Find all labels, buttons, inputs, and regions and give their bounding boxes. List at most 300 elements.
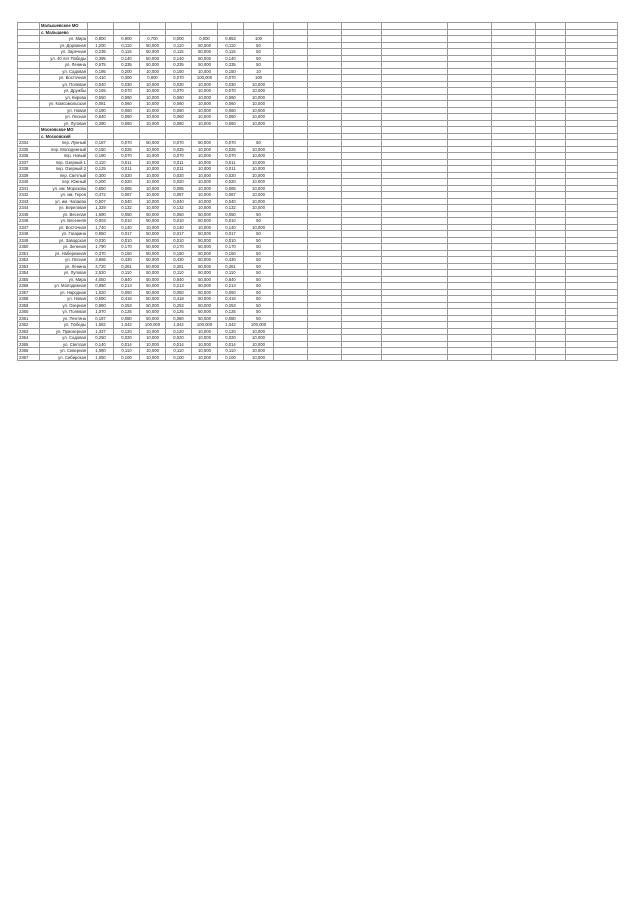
street-name-cell: ул. им. Чапаева [40,198,88,205]
value-cell-2: 0,060 [114,101,140,108]
street-name-cell: ул. Садовая [40,335,88,342]
value-cell-2: 0,125 [114,309,140,316]
value-cell-4: 0,000 [166,36,192,43]
value-cell-6: 0,030 [218,81,244,88]
value-cell-1: 0,030 [88,237,114,244]
value-cell-7: 50 [244,42,274,49]
value-cell-3: 10,000 [140,107,166,114]
value-cell-5: 50,000 [192,263,218,270]
value-cell-5: 10,000 [192,179,218,186]
street-name-cell: ул. Заводская [40,237,88,244]
row-number-cell: 2363 [18,328,40,335]
value-cell-5: 10,000 [192,198,218,205]
value-cell-6: 0,011 [218,159,244,166]
value-cell-1: 0,187 [88,315,114,322]
street-name-cell: ул. Полевая [40,81,88,88]
value-cell-3: 50,000 [140,237,166,244]
value-cell-7: 10,000 [244,192,274,199]
value-cell-1: 0,650 [88,185,114,192]
value-cell-2: 0,418 [114,296,140,303]
value-cell-6: 0,100 [218,354,244,361]
value-cell-7: 50 [244,257,274,264]
value-cell-5: 10,000 [192,159,218,166]
street-name-cell: ул. Восточная [40,224,88,231]
value-cell-6: 0,253 [218,302,244,309]
value-cell-3: 10,000 [140,146,166,153]
street-name-cell: ул. Луговая [40,120,88,127]
value-cell-1: 0,150 [88,146,114,153]
row-number-cell: 2342 [18,192,40,199]
value-cell-3: 50,000 [140,315,166,322]
value-cell-7: 10,000 [244,179,274,186]
value-cell-2: 0,070 [114,153,140,160]
value-cell-6: 0,430 [218,257,244,264]
value-cell-2: 0,100 [114,354,140,361]
value-cell-3: 10,000 [140,166,166,173]
value-cell-2: 0,010 [114,237,140,244]
street-name-cell: ул. Гагарина [40,231,88,238]
value-cell-4: 0,150 [166,250,192,257]
value-cell-7: 50 [244,250,274,257]
street-name-cell: ул. Зеленая [40,244,88,251]
empty-cell [566,354,618,361]
value-cell-2: 0,014 [114,341,140,348]
value-cell-4: 0,060 [166,114,192,121]
value-cell-7: 50 [244,244,274,251]
value-cell-7: 10,000 [244,205,274,212]
value-cell-1: 0,880 [88,302,114,309]
value-cell-2: 0,060 [114,120,140,127]
street-name-cell: ул. Молодежная [40,283,88,290]
value-cell-4: 0,070 [166,75,192,82]
value-cell-5: 50,000 [192,302,218,309]
street-name-cell: ул. Восточная [40,75,88,82]
table-row [18,354,618,361]
street-name-cell: ул. Победы [40,322,88,329]
street-name-cell: ул. Луговая [40,270,88,277]
value-cell-7: 10,000 [244,101,274,108]
value-cell-5: 10,000 [192,354,218,361]
street-name-cell: ул. Пентяна [40,315,88,322]
value-cell-1: 0,155 [88,88,114,95]
value-cell-3: 10,000 [140,179,166,186]
value-cell-4: 0,253 [166,302,192,309]
value-cell-7: 10,000 [244,198,274,205]
value-cell-3: 10,000 [140,94,166,101]
row-number-cell: 2360 [18,309,40,316]
value-cell-1: 0,800 [88,36,114,43]
value-cell-1: 1,582 [88,322,114,329]
value-cell-4: 0,150 [166,68,192,75]
value-cell-3: 100,000 [140,322,166,329]
value-cell-2: 0,300 [114,75,140,82]
value-cell-4: 0,085 [166,185,192,192]
value-cell-4: 0,025 [166,146,192,153]
value-cell-7: 50 [244,49,274,56]
value-cell-3: 50,000 [140,263,166,270]
value-cell-6: 0,020 [218,335,244,342]
value-cell-2: 0,010 [114,218,140,225]
value-cell-7: 10,000 [244,146,274,153]
value-cell-4: 0,140 [166,55,192,62]
value-cell-5: 50,000 [192,270,218,277]
value-cell-6: 0,115 [218,49,244,56]
value-cell-1: 0,187 [88,140,114,147]
street-name-cell: ул. Ленина [40,62,88,69]
value-cell-1: 1,590 [88,211,114,218]
value-cell-7: 10,000 [244,81,274,88]
value-cell-7: 10,000 [244,153,274,160]
row-number-cell: 2350 [18,244,40,251]
value-cell-7: 50 [244,263,274,270]
value-cell-4: 0,140 [166,224,192,231]
value-cell-3: 50,000 [140,250,166,257]
value-cell-4: 0,110 [166,348,192,355]
value-cell-6: 0,070 [218,140,244,147]
street-name-cell: ул. Лесная [40,114,88,121]
street-name-cell: ул. Новая [40,107,88,114]
value-cell-4: 0,011 [166,166,192,173]
value-cell-6: 0,213 [218,283,244,290]
value-cell-2: 0,132 [114,205,140,212]
value-cell-1: 0,140 [88,341,114,348]
row-number-cell: 2353 [18,263,40,270]
value-cell-7: 10,000 [244,328,274,335]
value-cell-7: 10,000 [244,114,274,121]
row-number-cell: 2339 [18,172,40,179]
page-footer [0,880,640,905]
value-cell-2: 0,253 [114,302,140,309]
value-cell-1: 0,370 [88,250,114,257]
settlement-name-cell: с. Малышево [40,29,88,36]
empty-cell [536,354,566,361]
value-cell-5: 50,000 [192,49,218,56]
value-cell-3: 10,000 [140,341,166,348]
value-cell-6: 0,010 [218,237,244,244]
value-cell-5: 50,000 [192,218,218,225]
value-cell-1: 1,790 [88,244,114,251]
value-cell-5: 10,000 [192,348,218,355]
value-cell-3: 50,000 [140,289,166,296]
value-cell-1: 0,395 [88,55,114,62]
value-cell-7: 10,000 [244,107,274,114]
street-name-cell: ул. Веселая [40,211,88,218]
value-cell-5: 50,000 [192,62,218,69]
value-cell-6: 0,014 [218,341,244,348]
row-number-cell: 2334 [18,140,40,147]
value-cell-7: 50 [244,276,274,283]
value-cell-4: 0,213 [166,283,192,290]
value-cell-3: 50,000 [140,257,166,264]
value-cell-6: 0,020 [218,179,244,186]
value-cell-7: 50 [244,296,274,303]
value-cell-1: 3,720 [88,263,114,270]
empty-cell [308,354,342,361]
value-cell-2: 0,140 [114,55,140,62]
row-number-cell: 2358 [18,296,40,303]
value-cell-6: 0,060 [218,107,244,114]
value-cell-3: 10,000 [140,68,166,75]
value-cell-5: 50,000 [192,257,218,264]
street-name-cell: пер. Озерный 1 [40,159,88,166]
street-name-cell: пер. Светлый [40,172,88,179]
road-register-table [17,22,618,361]
value-cell-1: 1,020 [88,289,114,296]
value-cell-2: 0,120 [114,328,140,335]
value-cell-1: 0,575 [88,62,114,69]
value-cell-1: 0,250 [88,335,114,342]
value-cell-5: 100,000 [192,75,218,82]
value-cell-4: 0,050 [166,289,192,296]
value-cell-5: 50,000 [192,55,218,62]
value-cell-4: 1,042 [166,322,192,329]
value-cell-2: 0,170 [114,244,140,251]
value-cell-3: 50,000 [140,140,166,147]
empty-cell [492,354,536,361]
value-cell-5: 10,000 [192,146,218,153]
value-cell-4: 0,170 [166,244,192,251]
value-cell-6: 0,070 [218,75,244,82]
value-cell-7: 50 [244,62,274,69]
value-cell-3: 10,000 [140,354,166,361]
row-number-cell: 2365 [18,341,40,348]
value-cell-4: 0,014 [166,341,192,348]
value-cell-7: 50 [244,302,274,309]
value-cell-7: 50 [244,211,274,218]
value-cell-5: 10,000 [192,185,218,192]
value-cell-4: 0,070 [166,140,192,147]
value-cell-1: 0,040 [88,81,114,88]
value-cell-6: 0,060 [218,94,244,101]
value-cell-3: 50,000 [140,231,166,238]
value-cell-6: 0,853 [218,36,244,43]
value-cell-7: 10,000 [244,341,274,348]
value-cell-5: 50,000 [192,244,218,251]
value-cell-3: 10,000 [140,81,166,88]
value-cell-4: 0,430 [166,257,192,264]
value-cell-5: 100,000 [192,322,218,329]
value-cell-4: 0,640 [166,276,192,283]
row-number-cell: 2357 [18,289,40,296]
street-name-cell: ул. им. Героя [40,192,88,199]
value-cell-3: 10,000 [140,88,166,95]
row-number-cell: 2364 [18,335,40,342]
value-cell-2: 0,900 [114,36,140,43]
value-cell-1: 1,740 [88,224,114,231]
value-cell-7: 50 [244,315,274,322]
value-cell-5: 50,000 [192,296,218,303]
value-cell-2: 0,335 [114,62,140,69]
value-cell-1: 0,472 [88,192,114,199]
street-name-cell: ул. Народная [40,289,88,296]
value-cell-5: 50,000 [192,276,218,283]
value-cell-6: 0,020 [218,172,244,179]
value-cell-2: 0,070 [114,140,140,147]
row-number-cell: 2367 [18,354,40,361]
value-cell-7: 10,000 [244,172,274,179]
value-cell-7: 50 [244,270,274,277]
value-cell-3: 50,000 [140,244,166,251]
settlement-name-cell: с. Московский [40,133,88,140]
row-number-cell: 2337 [18,159,40,166]
value-cell-4: 0,132 [166,205,192,212]
value-cell-3: 50,000 [140,276,166,283]
value-cell-6: 0,060 [218,101,244,108]
value-cell-6: 0,087 [218,192,244,199]
street-name-cell: ул. Заречная [40,49,88,56]
value-cell-1: 0,550 [88,94,114,101]
empty-cell [342,354,382,361]
value-cell-1: 0,950 [88,231,114,238]
value-cell-3: 50,000 [140,55,166,62]
value-cell-2: 0,213 [114,283,140,290]
value-cell-5: 50,000 [192,283,218,290]
street-name-cell: ул. Весенняя [40,218,88,225]
street-name-cell: ул. Мира [40,276,88,283]
street-name-cell: ул. Новая [40,296,88,303]
street-name-cell: пер. Лунный [40,140,88,147]
value-cell-2: 0,110 [114,42,140,49]
value-cell-1: 4,050 [88,276,114,283]
value-cell-4: 0,017 [166,231,192,238]
value-cell-6: 0,140 [218,55,244,62]
value-cell-6: 0,110 [218,42,244,49]
row-number-cell: 2348 [18,231,40,238]
value-cell-2: 0,087 [114,192,140,199]
street-name-cell: ул. Кирова [40,94,88,101]
row-number-cell: 2355 [18,276,40,283]
value-cell-6: 0,050 [218,211,244,218]
street-name-cell: ул. Приозерная [40,328,88,335]
row-number-cell: 2335 [18,146,40,153]
value-cell-5: 10,000 [192,94,218,101]
value-cell-5: 10,000 [192,224,218,231]
value-cell-5: 10,000 [192,205,218,212]
value-cell-2: 0,020 [114,179,140,186]
value-cell-4: 0,110 [166,270,192,277]
value-cell-5: 10,000 [192,120,218,127]
value-cell-7: 10 [244,68,274,75]
value-cell-5: 10,000 [192,172,218,179]
value-cell-4: 0,110 [166,42,192,49]
value-cell-5: 50,000 [192,309,218,316]
value-cell-5: 50,000 [192,237,218,244]
street-name-cell: ул. Береговая [40,205,88,212]
value-cell-6: 0,335 [218,62,244,69]
value-cell-5: 50,000 [192,289,218,296]
value-cell-4: 0,050 [166,211,192,218]
value-cell-1: 1,200 [88,42,114,49]
value-cell-1: 0,300 [88,172,114,179]
value-cell-3: 10,000 [140,153,166,160]
street-name-cell: ул. Озерная [40,302,88,309]
street-name-cell: ул. Полевая [40,309,88,316]
street-name-cell: ул. Северная [40,348,88,355]
value-cell-6: 0,110 [218,270,244,277]
street-name-cell: ул. Ленина [40,263,88,270]
value-cell-6: 0,361 [218,263,244,270]
value-cell-2: 0,200 [114,68,140,75]
value-cell-3: 50,000 [140,283,166,290]
value-cell-2: 0,050 [114,211,140,218]
value-cell-6: 1,042 [218,322,244,329]
value-cell-3: 10,000 [140,185,166,192]
value-cell-4: 0,040 [166,198,192,205]
row-number-cell: 2366 [18,348,40,355]
empty-cell [448,354,492,361]
street-name-cell: ул. Мира [40,36,88,43]
row-number-cell: 2341 [18,185,40,192]
value-cell-5: 10,000 [192,341,218,348]
value-cell-2: 0,017 [114,231,140,238]
value-cell-3: 50,000 [140,62,166,69]
value-cell-2: 0,110 [114,348,140,355]
value-cell-2: 0,011 [114,159,140,166]
row-number-cell: 2352 [18,257,40,264]
value-cell-3: 0,700 [140,36,166,43]
value-cell-2: 0,025 [114,146,140,153]
row-number-cell: 2345 [18,211,40,218]
value-cell-2: 0,430 [114,257,140,264]
value-cell-2: 0,060 [114,94,140,101]
value-cell-4: 0,361 [166,263,192,270]
value-cell-4: 0,020 [166,335,192,342]
value-cell-5: 50,000 [192,315,218,322]
value-cell-4: 0,070 [166,153,192,160]
value-cell-3: 10,000 [140,114,166,121]
value-cell-3: 10,000 [140,335,166,342]
street-name-cell: ул. Набережная [40,250,88,257]
value-cell-5: 0,000 [192,36,218,43]
value-cell-1: 0,507 [88,198,114,205]
value-cell-1: 0,195 [88,68,114,75]
value-cell-1: 0,290 [88,120,114,127]
street-name-cell: пер. Озерный 2 [40,166,88,173]
value-cell-2: 0,020 [114,335,140,342]
value-cell-3: 10,000 [140,159,166,166]
value-cell-5: 10,000 [192,166,218,173]
value-cell-4: 0,080 [166,315,192,322]
value-cell-6: 0,418 [218,296,244,303]
value-cell-4: 0,060 [166,94,192,101]
value-cell-2: 0,020 [114,172,140,179]
value-cell-5: 50,000 [192,231,218,238]
value-cell-1: 0,640 [88,114,114,121]
value-cell-6: 0,060 [218,114,244,121]
value-cell-5: 10,000 [192,88,218,95]
value-cell-2: 0,011 [114,166,140,173]
value-cell-3: 50,000 [140,211,166,218]
value-cell-4: 0,060 [166,120,192,127]
value-cell-6: 0,080 [218,315,244,322]
value-cell-1: 1,050 [88,354,114,361]
value-cell-7: 50 [244,289,274,296]
value-cell-5: 10,000 [192,328,218,335]
value-cell-6: 0,132 [218,205,244,212]
value-cell-7: 100 [244,36,274,43]
row-number-cell: 2349 [18,237,40,244]
value-cell-4: 0,418 [166,296,192,303]
value-cell-3: 10,000 [140,120,166,127]
value-cell-4: 0,030 [166,81,192,88]
value-cell-6: 0,070 [218,88,244,95]
section-title-cell: Московское МО [40,127,88,134]
street-name-cell: ул. Светлая [40,341,88,348]
value-cell-7: 10,000 [244,348,274,355]
value-cell-5: 50,000 [192,140,218,147]
value-cell-1: 0,590 [88,296,114,303]
street-name-cell: ул. им. Морозова [40,185,88,192]
